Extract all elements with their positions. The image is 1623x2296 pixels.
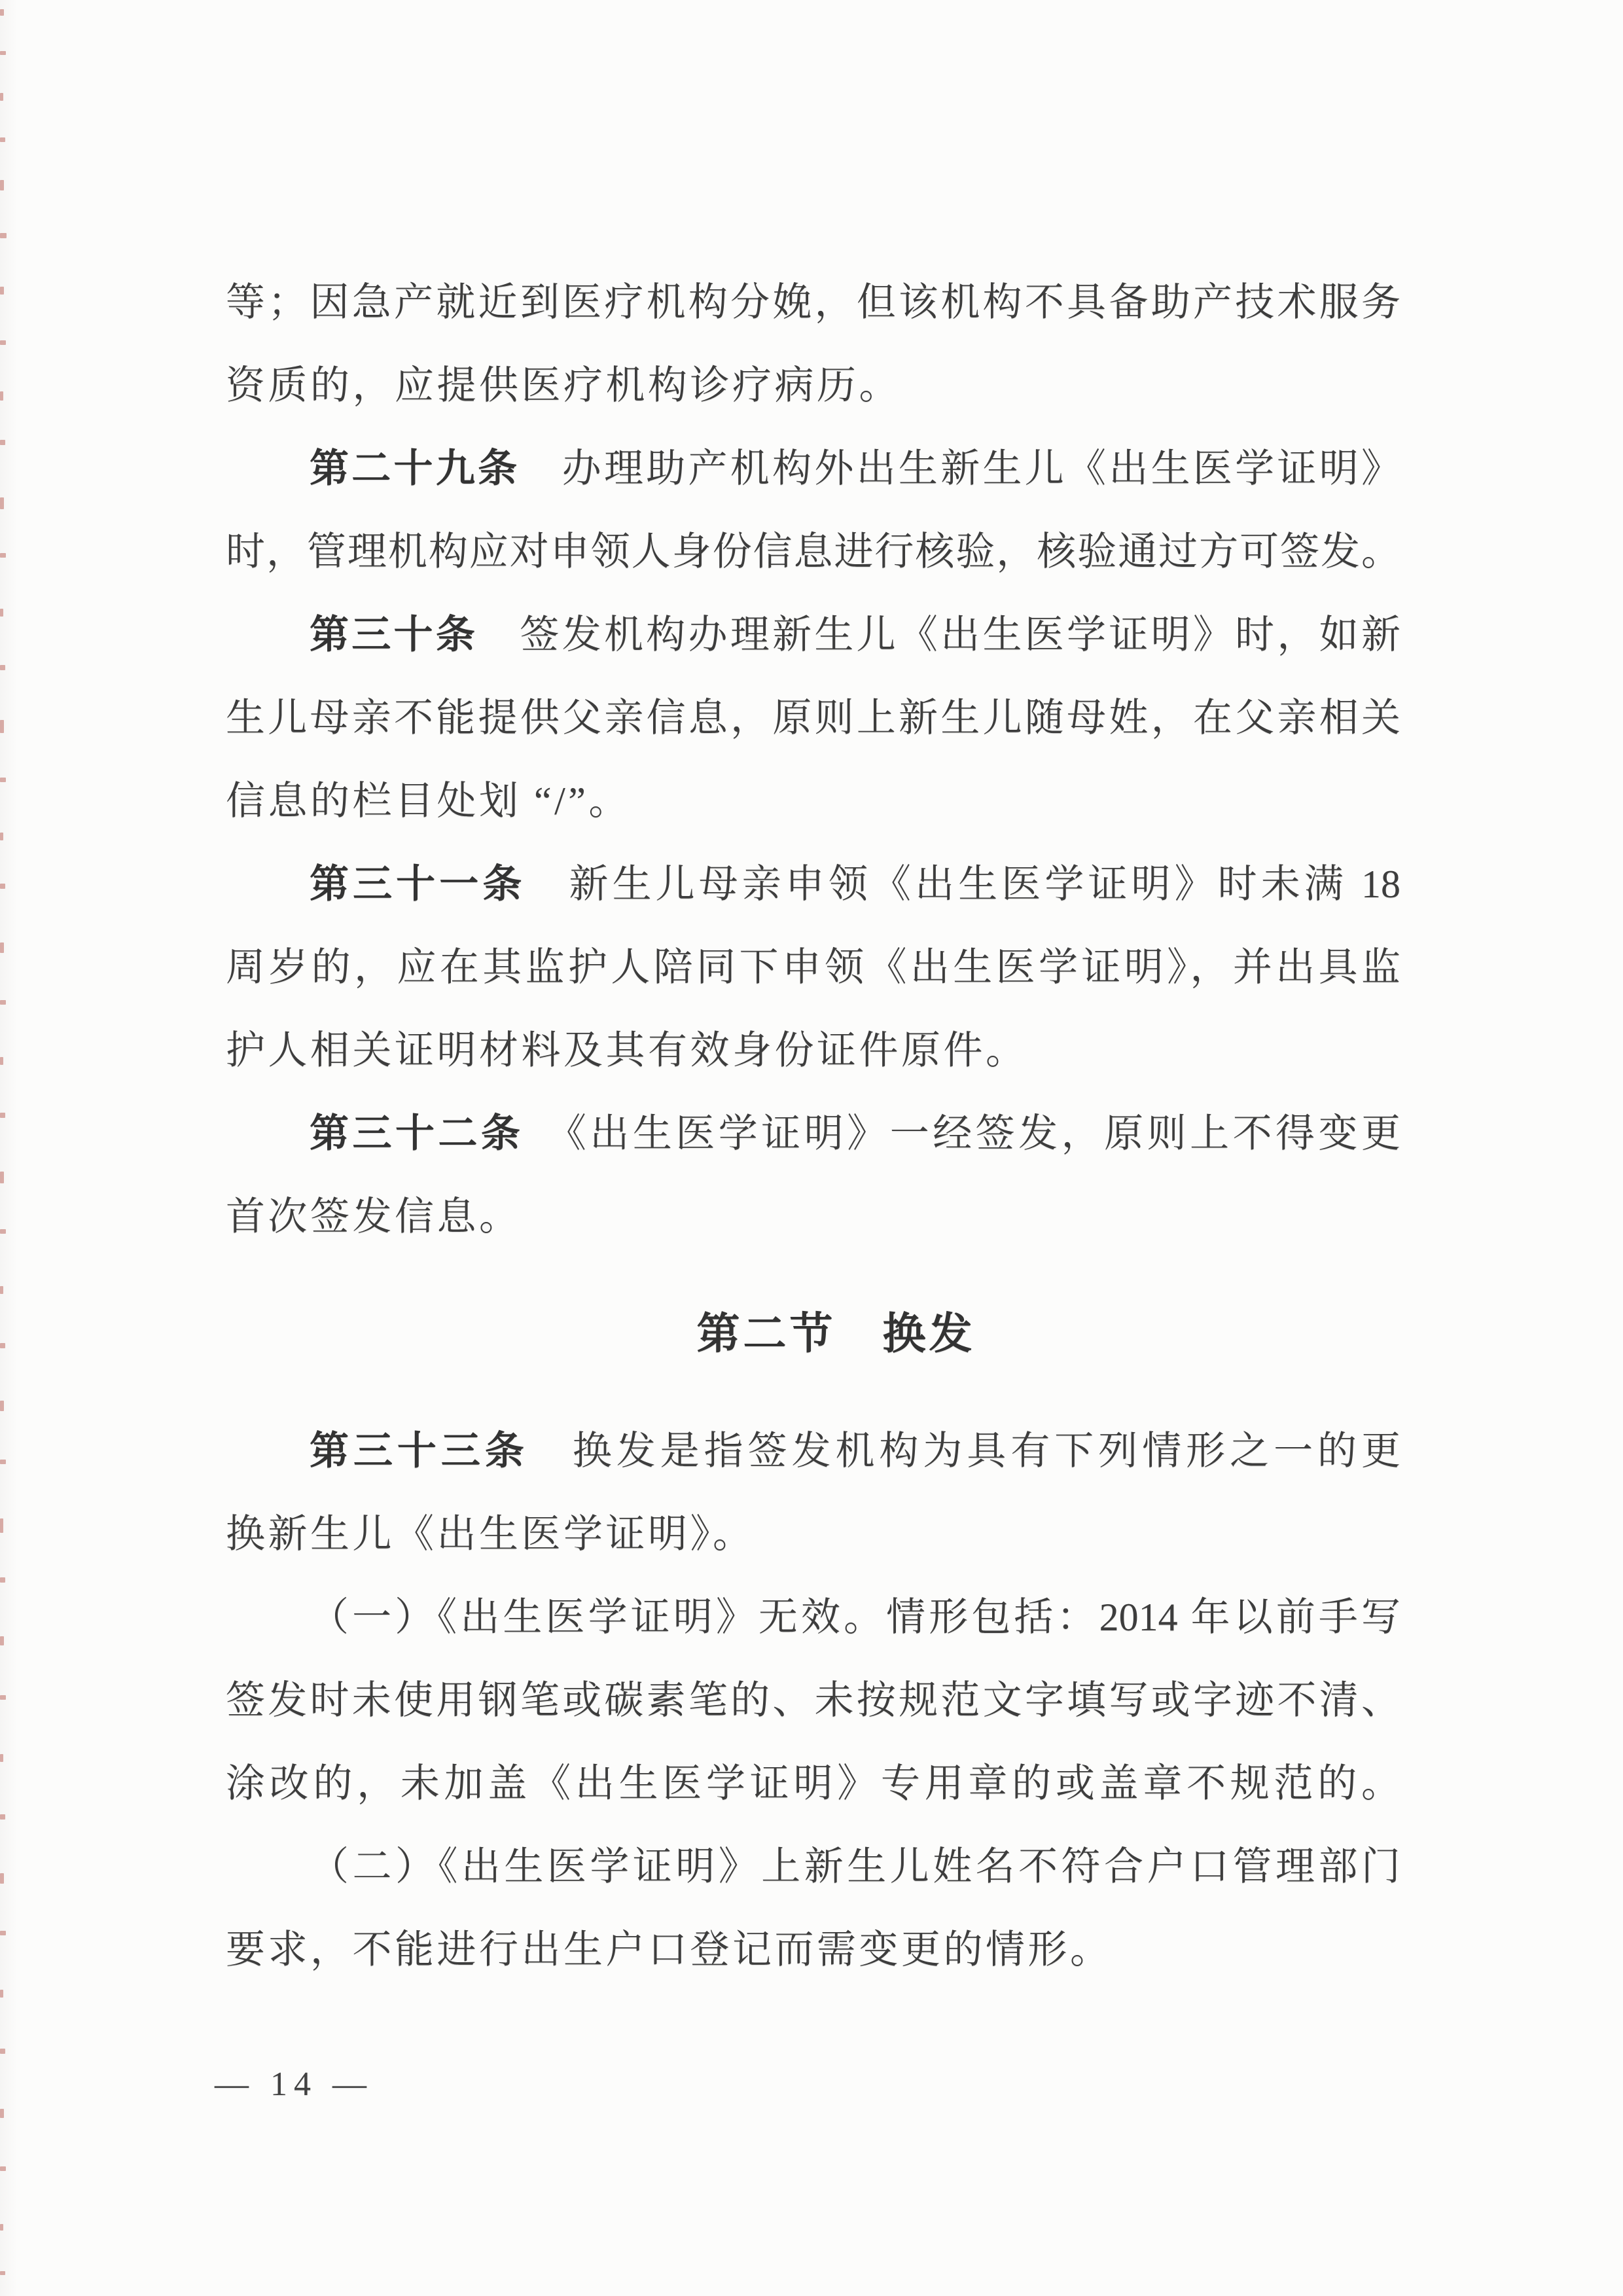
scan-artifact-mark: [0, 720, 4, 733]
line-text: 换发是指签发机构为具有下列情形之一的更: [528, 1429, 1400, 1473]
line-text: 签发时未使用钢笔或碳素笔的、未按规范文字填写或字迹不清、: [226, 1679, 1400, 1722]
scan-artifact-mark: [0, 1636, 4, 1645]
scan-artifact-mark: [0, 1057, 3, 1065]
scan-artifact-mark: [0, 1754, 3, 1762]
scan-artifact-mark: [0, 440, 5, 445]
scan-artifact-mark: [0, 497, 4, 509]
scan-artifact-mark: [0, 1172, 4, 1183]
line-text: 时，管理机构应对申领人身份信息进行核验，核验通过方可签发。: [226, 530, 1400, 573]
scan-artifact-mark: [0, 833, 3, 840]
scan-artifact-mark: [0, 391, 3, 401]
article-number: 第三十一条: [310, 862, 526, 906]
line-text: 资质的，应提供医疗机构诊疗病历。: [226, 364, 901, 407]
text-line: [226, 759, 1400, 842]
document-body: [226, 260, 1400, 1991]
scan-edge-artifacts: [0, 0, 17, 2296]
text-line: [226, 1492, 1400, 1575]
article-number: 第二十九条: [310, 446, 520, 490]
scan-artifact-mark: [0, 1286, 3, 1294]
line-text: （二）《出生医学证明》上新生儿姓名不符合户口管理部门: [310, 1845, 1400, 1888]
scan-artifact-mark: [0, 2271, 5, 2275]
line-text: 第二节 换发: [696, 1309, 976, 1357]
scan-artifact-mark: [0, 2109, 4, 2118]
scan-artifact-mark: [0, 1695, 6, 1700]
scan-artifact-mark: [0, 287, 4, 295]
text-line: [226, 1009, 1400, 1092]
text-line: [226, 1742, 1400, 1825]
scan-artifact-mark: [0, 778, 6, 782]
article-number: 第三十三条: [310, 1429, 529, 1473]
article-number: 第三十条: [310, 613, 478, 656]
line-text: （一）《出生医学证明》无效。情形包括：2014 年以前手写: [310, 1596, 1400, 1639]
page-number: — 14 —: [215, 2066, 373, 2103]
text-line: [226, 842, 1400, 925]
scan-artifact-mark: [0, 1577, 5, 1583]
scan-artifact-mark: [0, 51, 6, 55]
scan-artifact-mark: [0, 9, 4, 16]
line-text: 《出生医学证明》一经签发，原则上不得变更: [524, 1112, 1400, 1155]
line-text: 周岁的，应在其监护人陪同下申领《出生医学证明》，并出具监: [226, 946, 1400, 989]
scan-artifact-mark: [0, 1343, 5, 1348]
scan-artifact-mark: [0, 93, 3, 101]
line-text: 护人相关证明材料及其有效身份证件原件。: [226, 1029, 1028, 1072]
scan-artifact-mark: [0, 665, 5, 670]
scan-artifact-mark: [0, 137, 5, 142]
text-line: [226, 1175, 1400, 1258]
text-line: [226, 510, 1400, 593]
text-line: [226, 1908, 1400, 1991]
text-line: [226, 1575, 1400, 1659]
text-line: [226, 1659, 1400, 1742]
scan-artifact-mark: [0, 340, 6, 345]
text-line: [226, 925, 1400, 1009]
scan-artifact-mark: [0, 1814, 5, 1820]
scan-artifact-mark: [0, 884, 5, 889]
scan-artifact-mark: [0, 1931, 6, 1935]
line-text: 要求，不能进行出生户口登记而需变更的情形。: [226, 1928, 1113, 1971]
scan-artifact-mark: [0, 1990, 3, 1998]
line-text: 生儿母亲不能提供父亲信息，原则上新生儿随母姓，在父亲相关: [226, 696, 1400, 740]
scan-artifact-mark: [0, 1000, 6, 1005]
scan-artifact-mark: [0, 2224, 3, 2231]
scan-artifact-mark: [0, 2166, 6, 2171]
text-line: [226, 593, 1400, 676]
line-text: 首次签发信息。: [226, 1195, 522, 1238]
scan-artifact-mark: [0, 1518, 3, 1533]
scan-artifact-mark: [0, 1229, 6, 1234]
scan-artifact-mark: [0, 233, 7, 238]
section-heading: [226, 1292, 1400, 1375]
scan-artifact-mark: [0, 942, 4, 953]
line-text: 信息的栏目处划 “/”。: [226, 780, 631, 823]
text-line: [226, 344, 1400, 427]
article-number: 第三十二条: [310, 1111, 524, 1155]
text-line: [226, 676, 1400, 759]
scan-artifact-mark: [0, 1401, 4, 1411]
scan-artifact-mark: [0, 1460, 6, 1464]
scan-artifact-mark: [0, 609, 3, 617]
scan-artifact-mark: [0, 553, 6, 558]
text-line: [226, 1409, 1400, 1492]
line-text: 办理助产机构外出生新生儿《出生医学证明》: [520, 447, 1400, 490]
text-line: [226, 427, 1400, 510]
scan-artifact-mark: [0, 180, 4, 190]
line-text: 签发机构办理新生儿《出生医学证明》时，如新: [478, 613, 1400, 656]
text-line: [226, 1092, 1400, 1175]
line-text: 等；因急产就近到医疗机构分娩，但该机构不具备助产技术服务: [226, 281, 1400, 324]
scan-artifact-mark: [0, 1113, 5, 1118]
text-line: [226, 260, 1400, 344]
scan-artifact-mark: [0, 1873, 4, 1884]
line-text: 新生儿母亲申领《出生医学证明》时未满 18: [526, 863, 1400, 906]
line-text: 换新生儿《出生医学证明》。: [226, 1513, 755, 1556]
scan-artifact-mark: [0, 2049, 5, 2054]
line-text: 涂改的，未加盖《出生医学证明》专用章的或盖章不规范的。: [226, 1762, 1400, 1805]
text-line: [226, 1825, 1400, 1908]
